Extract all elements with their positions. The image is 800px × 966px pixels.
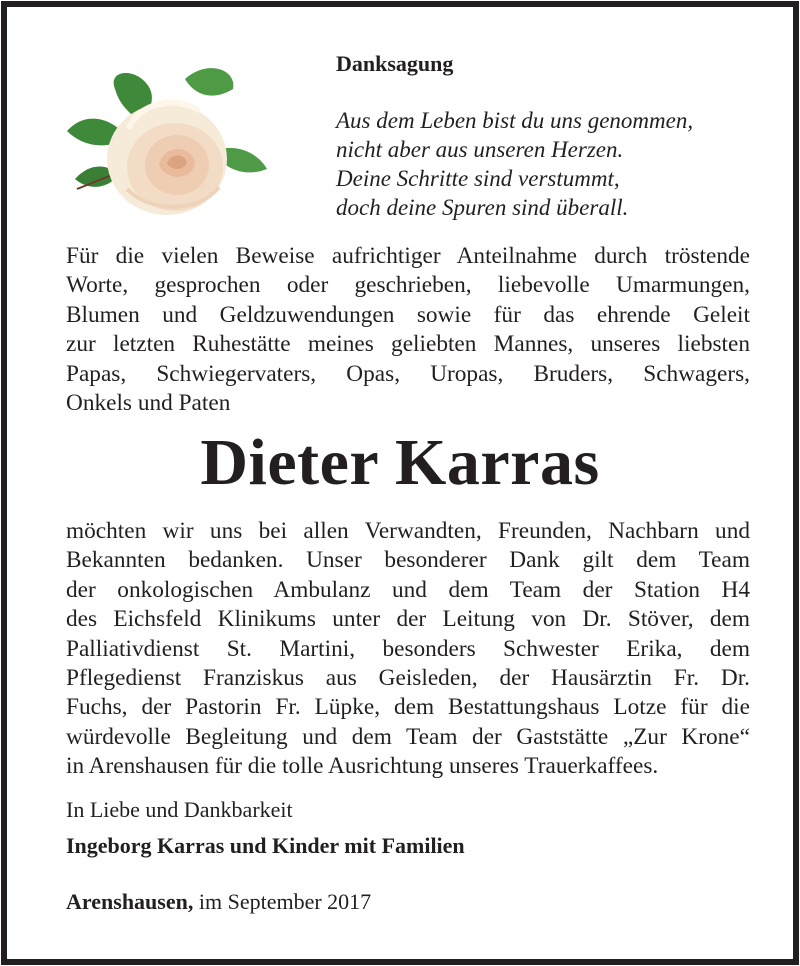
text-line: Papas, Schwiegervaters, Opas, Uropas, Bruders, Schwagers, <box>66 360 750 387</box>
thanks-paragraph-main <box>66 517 750 782</box>
poem-line: doch deine Spuren sind überall. <box>336 195 629 220</box>
date: im September 2017 <box>198 889 372 914</box>
text-line: würdevolle Begleitung und dem Team der Gaststätte „Zur Krone“ <box>66 723 750 750</box>
notice-heading: Danksagung <box>336 51 454 76</box>
text-line: Für die vielen Beweise aufrichtiger Anteilnahme durch tröstende <box>66 243 750 269</box>
poem-line: nicht aber aus unseren Herzen. <box>336 137 624 162</box>
text-line: der onkologischen Ambulanz und dem Team der Station H4 <box>66 576 750 603</box>
text-line: in Arenshausen für die tolle Ausrichtung unseres Trauerkaffees. <box>66 753 659 780</box>
text-line: Pflegedienst Franziskus aus Geisleden, der Hausärztin Fr. Dr. <box>66 665 750 692</box>
signers: Ingeborg Karras und Kinder mit Familien <box>66 833 465 858</box>
text-line: Bekannten bedanken. Unser besonderer Dank gilt dem Team <box>66 547 750 574</box>
text-line: Blumen und Geldzuwendungen sowie für das ehrende Geleit <box>66 301 750 328</box>
poem-line: Aus dem Leben bist du uns genommen, <box>336 108 694 133</box>
text-line: Worte, gesprochen oder geschrieben, liebevolle Umarmungen, <box>66 272 750 299</box>
place-date <box>66 889 371 915</box>
text-line: möchten wir uns bei allen Verwandten, Freunden, Nachbarn und <box>66 518 750 544</box>
notice-frame <box>1 1 799 965</box>
poem-line: Deine Schritte sind verstummt, <box>336 166 620 191</box>
poem <box>336 106 693 222</box>
deceased-name: Dieter Karras <box>200 426 600 499</box>
place: Arenshausen, <box>66 889 194 914</box>
text-line: Onkels und Paten <box>66 390 231 417</box>
text-line: Palliativdienst St. Martini, besonders Schwester Erika, dem <box>66 635 750 662</box>
text-line: zur letzten Ruhestätte meines geliebten Mannes, unseres liebsten <box>66 331 750 358</box>
rose-icon <box>67 59 271 221</box>
closing-phrase: In Liebe und Dankbarkeit <box>66 797 293 822</box>
text-line: Fuchs, der Pastorin Fr. Lüpke, dem Bestattungshaus Lotze für die <box>66 694 750 721</box>
text-line: des Eichsfeld Klinikums unter der Leitung von Dr. Stöver, dem <box>66 606 750 633</box>
thanks-paragraph-intro <box>66 242 750 418</box>
